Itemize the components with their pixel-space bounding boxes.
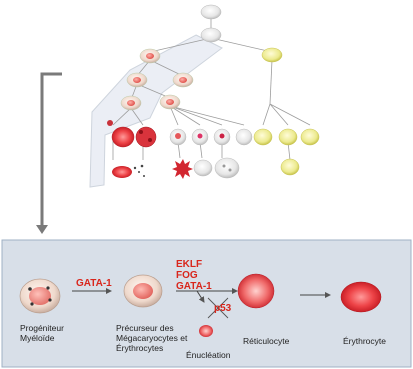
label-reticulocyte: Réticulocyte xyxy=(243,336,290,346)
label-enucleation: Énucléation xyxy=(186,350,231,360)
factor-eklf: EKLF xyxy=(176,259,203,270)
multipotent-progenitor xyxy=(201,28,221,42)
label-progenitor-line2: Myéloïde xyxy=(20,333,55,343)
spiky-cell xyxy=(172,159,193,179)
label-progenitor-line1: Progéniteur xyxy=(20,323,64,333)
factor-fog: FOG xyxy=(176,270,198,281)
platelets xyxy=(134,165,145,177)
mep-precursor-cell xyxy=(124,275,162,307)
label-erythrocyte: Érythrocyte xyxy=(343,336,386,346)
expelled-nucleus xyxy=(199,325,213,337)
label-precursor-line3: Érythrocytes xyxy=(116,343,164,353)
lymphoid-cell-1 xyxy=(254,129,272,145)
lymphoid-cell-4 xyxy=(281,159,299,175)
label-precursor-line1: Précurseur des xyxy=(116,323,174,333)
lymphoid-cell-2 xyxy=(279,129,297,145)
myeloid-cell-4 xyxy=(236,129,252,145)
macrophage-cell xyxy=(194,160,212,176)
stem-cell xyxy=(201,5,221,19)
lymphoid-cell-3 xyxy=(301,129,319,145)
large-granular-cell xyxy=(215,158,239,178)
myeloid-progenitor-cell xyxy=(20,279,60,313)
erythroblast-cell xyxy=(112,127,134,147)
lineage-tree xyxy=(90,5,319,187)
factor-gata1-first: GATA-1 xyxy=(76,278,112,289)
zoom-arrow xyxy=(42,74,62,225)
megakaryocyte-cell xyxy=(136,127,156,147)
small-red-dot xyxy=(107,120,113,126)
factor-gata1-second: GATA-1 xyxy=(176,281,212,292)
label-precursor-line2: Mégacaryocytes et xyxy=(116,333,188,343)
erythrocyte-cell xyxy=(341,282,381,312)
lymphoid-progenitor xyxy=(262,48,282,62)
red-blood-cell-small xyxy=(112,166,132,178)
zoom-arrow-head xyxy=(36,225,48,234)
reticulocyte-cell xyxy=(238,274,274,308)
factor-p53-crossed: p53 xyxy=(214,303,232,314)
